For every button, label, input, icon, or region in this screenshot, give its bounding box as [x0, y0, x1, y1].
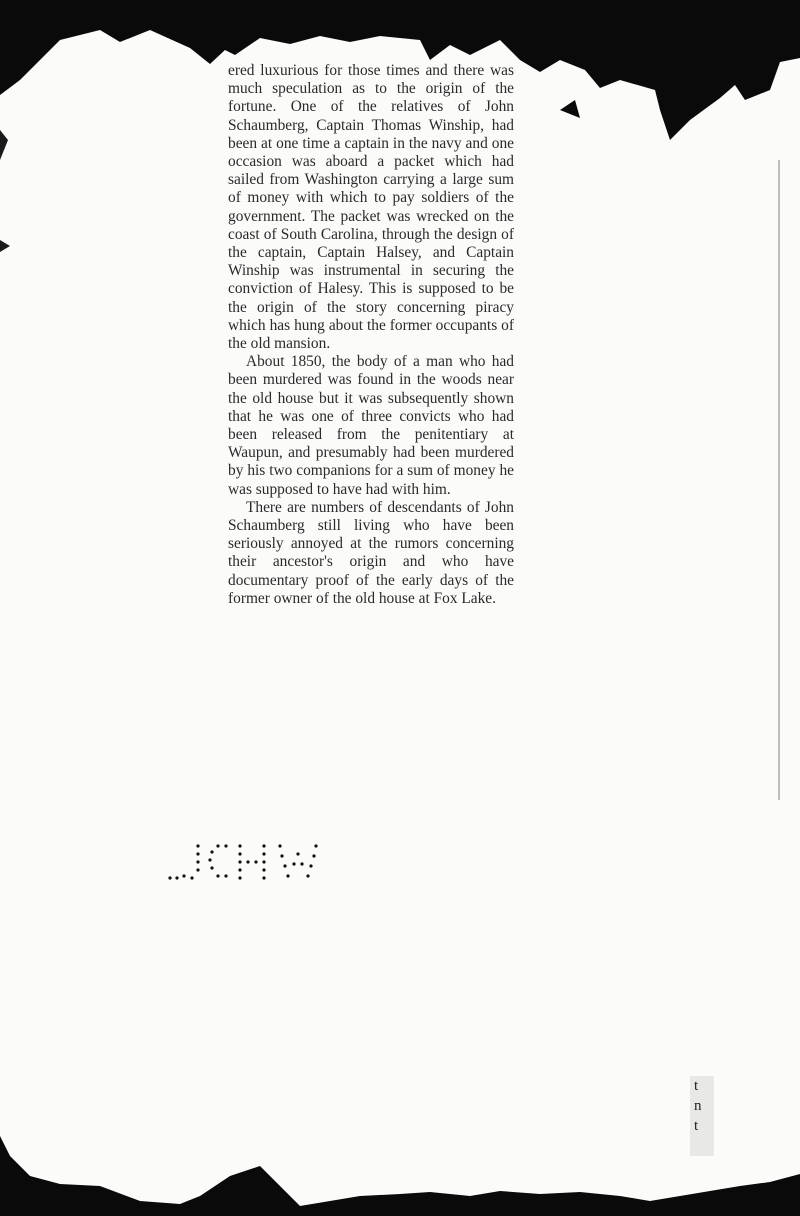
article-paragraph-3: There are numbers of descendants of John Schaumberg still living who have been seriously annoyed at the rumors concerning their ancestor's origin and who have documentary proof of the early days of the former owner of the old house at Fox Lake. [228, 498, 514, 607]
perforation-stamp-icon [168, 838, 328, 888]
fragment-line: n [694, 1098, 702, 1114]
article-paragraph-1: ered luxurious for those times and there was much speculation as to the origin of the fortune. One of the relatives of John Schaumberg, Captain Thomas Winship, had been at one time a captain in the navy and one occasion was aboard a packet which had sailed from Washington carrying a large sum of money with which to pay soldiers of the government. The packet was wrecked on the coast of South Carolina, through the design of the captain, Captain Halsey, and Captain Winship was instrumental in securing the conviction of Halesy. This is supposed to be the origin of the story concerning piracy which has hung about the former occupants of the old mansion. [228, 62, 514, 353]
left-edge-marks [0, 120, 20, 420]
right-edge-line [778, 160, 780, 800]
article-column [228, 62, 514, 608]
fragment-line: t [694, 1078, 699, 1094]
article-paragraph-2: About 1850, the body of a man who had been murdered was found in the woods near the old house but it was subsequently shown that he was one of three convicts who had been released from the penitentiary at Waupun, and presumably had been murdered by his two companions for a sum of money he was supposed to have had with him. [228, 353, 514, 498]
torn-edge-bottom [0, 1096, 800, 1216]
fragment-line: t [694, 1118, 699, 1134]
adjacent-page-fragment [690, 1076, 714, 1156]
